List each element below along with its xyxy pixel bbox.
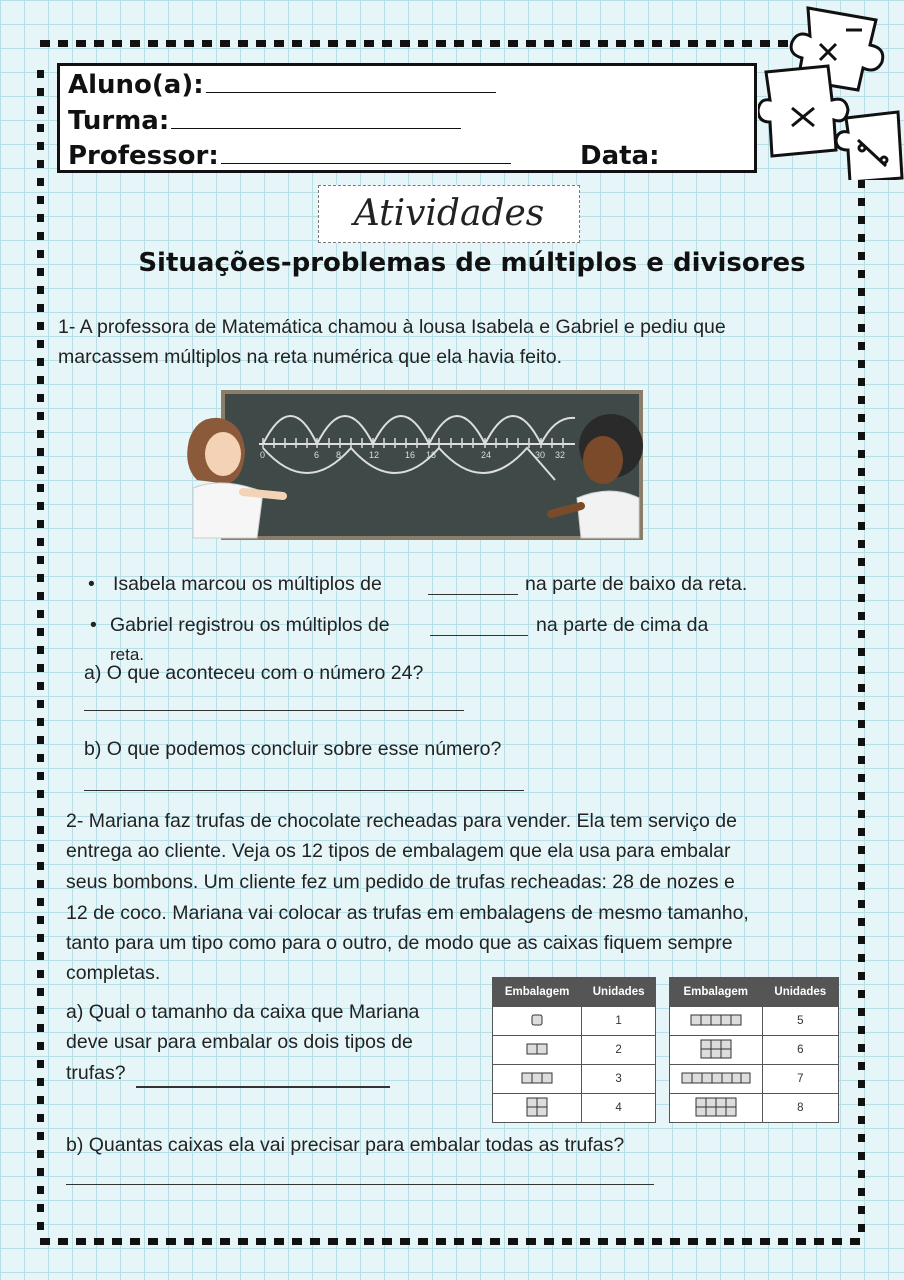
table-cell: 2: [582, 1036, 656, 1065]
tick-label: 6: [314, 450, 320, 460]
bullet-2: •: [90, 614, 97, 636]
title-box: [318, 185, 580, 243]
box-8-icon: [695, 1097, 737, 1117]
table-cell: 3: [582, 1065, 656, 1094]
box-5-icon: [690, 1014, 742, 1026]
q2b-text: b) Quantas caixas ela vai precisar para embalar todas as trufas?: [66, 1134, 625, 1156]
table-cell: 8: [762, 1094, 838, 1123]
table-row: [493, 1094, 656, 1123]
packaging-table-1: [492, 977, 656, 1123]
table-cell: 4: [582, 1094, 656, 1123]
q2-line-6: completas.: [66, 962, 161, 984]
puzzle-pieces-icon: [758, 0, 904, 180]
frame-left-border: [37, 70, 44, 1240]
table-header: Unidades: [762, 978, 838, 1007]
box-3-icon: [521, 1072, 553, 1084]
tick-label: 16: [405, 450, 416, 460]
page-subtitle: Situações-problemas de múltiplos e divisores: [138, 248, 806, 278]
table-row: [670, 1036, 839, 1065]
tick-label: 24: [481, 450, 492, 460]
frame-bottom-border: [40, 1238, 865, 1245]
table-row: [493, 1065, 656, 1094]
tick-label: 12: [369, 450, 380, 460]
q1-line-2: marcassem múltiplos na reta numérica que ela havia feito.: [58, 346, 562, 368]
q2b-answer-line[interactable]: [66, 1184, 654, 1185]
q1-line-1: 1- A professora de Matemática chamou à lousa Isabela e Gabriel e pediu que: [58, 316, 726, 338]
class-label: Turma:: [68, 106, 170, 136]
box-7-icon: [681, 1072, 751, 1084]
bullet-2-text-start: Gabriel registrou os múltiplos de: [110, 614, 390, 636]
page-title: Atividades: [353, 193, 545, 234]
q1b-answer-line[interactable]: [84, 790, 524, 791]
table-row: [670, 1065, 839, 1094]
bullet-2-text-end: na parte de cima da: [536, 614, 709, 636]
bullet-1-text-start: Isabela marcou os múltiplos de: [113, 573, 382, 595]
table-row: [493, 1036, 656, 1065]
table-header: Embalagem: [493, 978, 582, 1007]
table-cell: 5: [762, 1007, 838, 1036]
box-2-icon: [526, 1043, 548, 1055]
bullet-1-text-end: na parte de baixo da reta.: [525, 573, 748, 595]
q2-line-1: 2- Mariana faz trufas de chocolate recheadas para vender. Ela tem serviço de: [66, 810, 737, 832]
table-header: Embalagem: [670, 978, 763, 1007]
q2-line-4: 12 de coco. Mariana vai colocar as trufas em embalagens de mesmo tamanho,: [66, 902, 749, 924]
blackboard: [223, 392, 641, 538]
q2-line-2: entrega ao cliente. Veja os 12 tipos de embalagem que ela usa para embalar: [66, 840, 731, 862]
student-blank[interactable]: [206, 91, 496, 93]
table-cell: 7: [762, 1065, 838, 1094]
class-blank[interactable]: [171, 127, 461, 129]
frame-top-border: [40, 40, 855, 47]
q2a-line-2: deve usar para embalar os dois tipos de: [66, 1031, 413, 1053]
tick-label: 32: [555, 450, 566, 460]
table-header: Unidades: [582, 978, 656, 1007]
table-cell: 1: [582, 1007, 656, 1036]
blackboard-illustration: [183, 388, 643, 540]
q2-line-5: tanto para um tipo como para o outro, de modo que as caixas fiquem sempre: [66, 932, 733, 954]
frame-right-border: [858, 180, 865, 1240]
table-row: [670, 1094, 839, 1123]
teacher-blank[interactable]: [221, 162, 511, 164]
table-cell: 6: [762, 1036, 838, 1065]
teacher-line: [68, 141, 511, 171]
bullet-1-blank[interactable]: [428, 594, 518, 595]
box-6-icon: [700, 1039, 732, 1059]
q2a-line-1: a) Qual o tamanho da caixa que Mariana: [66, 1001, 420, 1023]
tick-label: 30: [535, 450, 546, 460]
table-row: [493, 1007, 656, 1036]
student-label: Aluno(a):: [68, 70, 204, 100]
tick-label: 8: [336, 450, 342, 460]
tick-label: 18: [426, 450, 437, 460]
q2a-answer-line[interactable]: [136, 1086, 390, 1088]
box-4-icon: [526, 1097, 548, 1117]
date-label: Data:: [580, 141, 660, 171]
q2a-line-3: trufas?: [66, 1062, 126, 1084]
q2-line-3: seus bombons. Um cliente fez um pedido de trufas recheadas: 28 de nozes e: [66, 871, 735, 893]
packaging-table-2: [669, 977, 839, 1123]
student-line: [68, 70, 496, 100]
q1a-answer-line[interactable]: [84, 710, 464, 711]
tick-label: 0: [260, 450, 266, 460]
table-row: [670, 1007, 839, 1036]
class-line: [68, 106, 461, 136]
bullet-2-blank[interactable]: [430, 635, 528, 636]
box-1-icon: [530, 1014, 544, 1026]
teacher-label: Professor:: [68, 141, 219, 171]
bullet-2-text-wrap: reta.: [110, 645, 145, 664]
bullet-1: •: [88, 573, 95, 595]
q1b-text: b) O que podemos concluir sobre esse número?: [84, 738, 502, 760]
q1a-text: a) O que aconteceu com o número 24?: [84, 662, 424, 684]
header-box: [57, 63, 757, 173]
